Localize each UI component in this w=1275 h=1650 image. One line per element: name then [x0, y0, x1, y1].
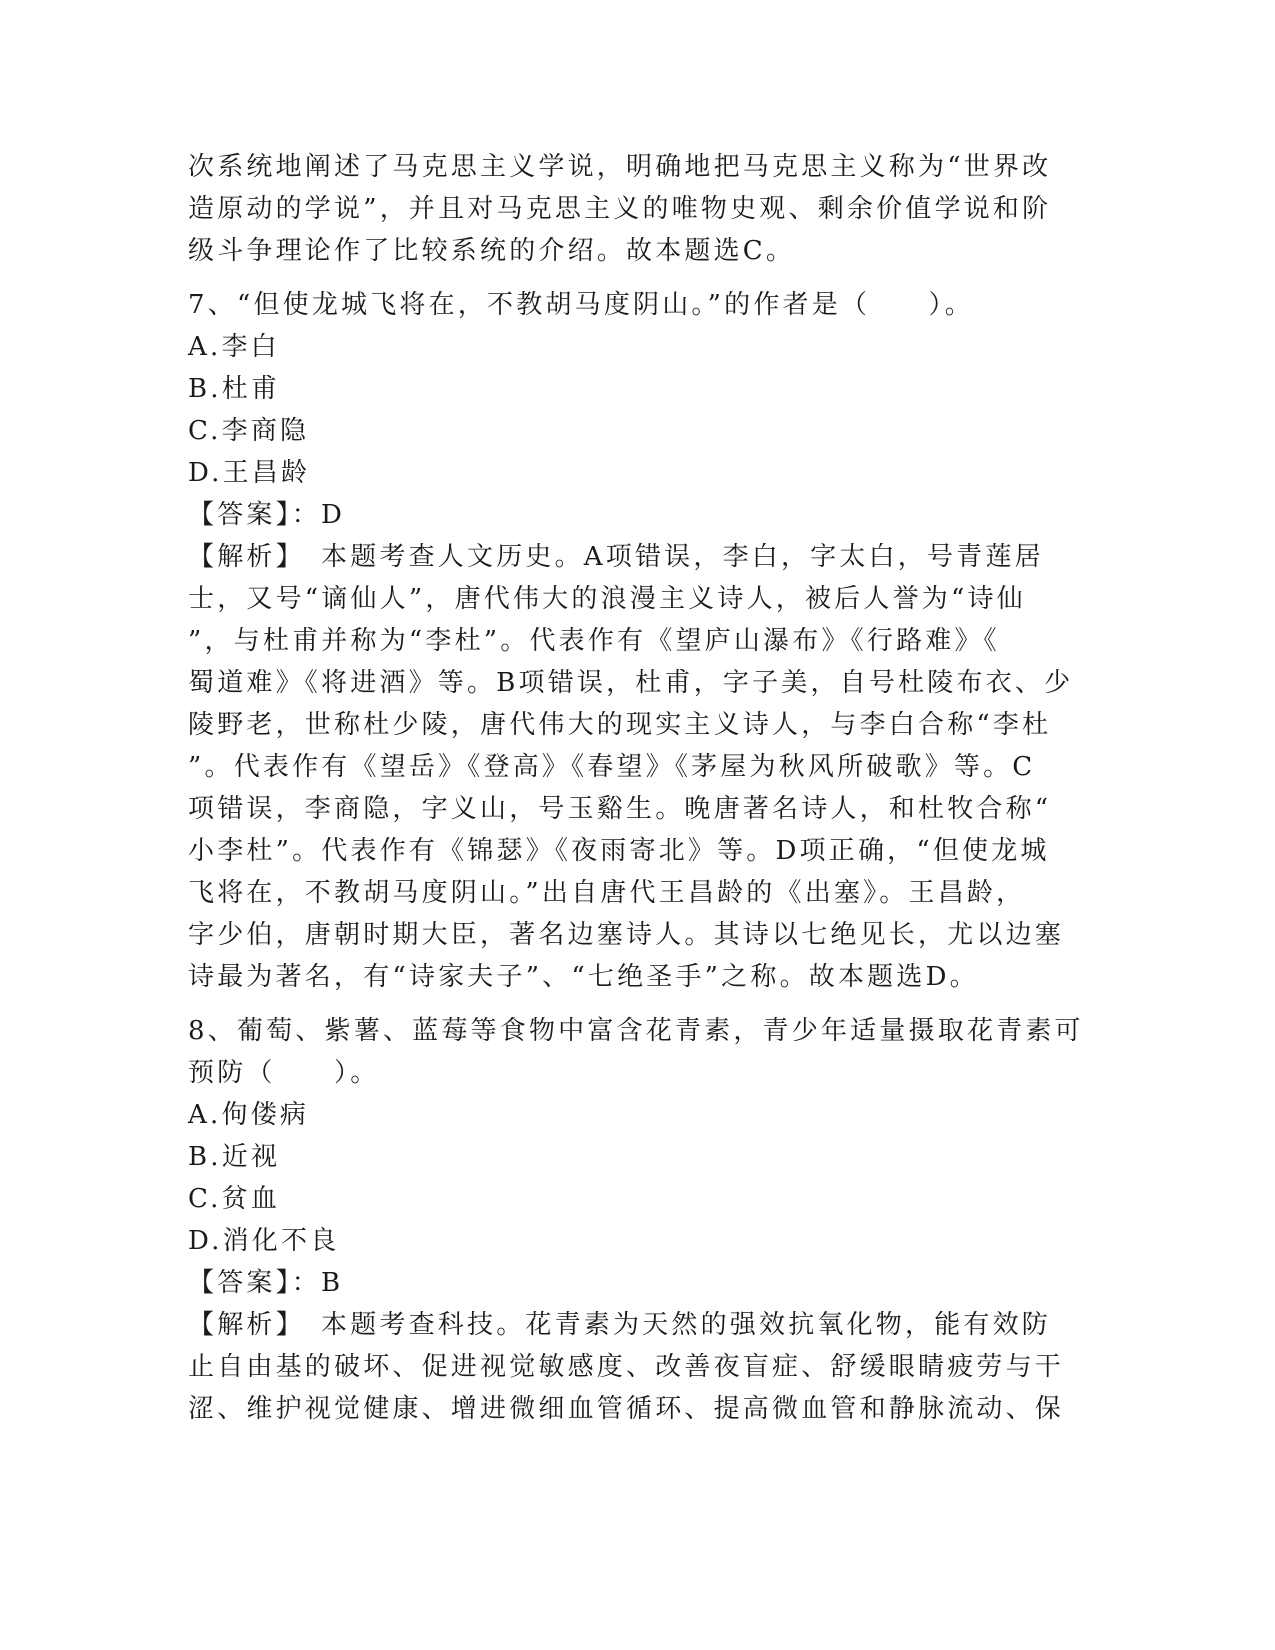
- text-line: 次系统地阐述了马克思主义学说，明确地把马克思主义称为“世界改: [188, 152, 1052, 182]
- question-stem: 8、葡萄、紫薯、蓝莓等食物中富含花青素，青少年适量摄取花青素可: [188, 1016, 1084, 1046]
- option-a: A.李白: [188, 332, 280, 362]
- text-line: 级斗争理论作了比较系统的介绍。故本题选C。: [188, 236, 796, 266]
- intro-paragraph: [188, 146, 1078, 272]
- analysis-paragraph: [188, 536, 1078, 998]
- option-d: D.消化不良: [188, 1226, 340, 1256]
- answer-line: 【答案】：D: [188, 500, 346, 530]
- question-stem: 预防（ ）。: [188, 1058, 380, 1088]
- option-d: D.王昌龄: [188, 458, 311, 488]
- option-c: C.贫血: [188, 1184, 281, 1214]
- analysis-line: 飞将在，不教胡马度阴山。”出自唐代王昌龄的《出塞》。王昌龄，: [188, 878, 1026, 908]
- analysis-line: 止自由基的破坏、促进视觉敏感度、改善夜盲症、舒缓眼睛疲劳与干: [188, 1352, 1065, 1382]
- option-b: B.杜甫: [188, 374, 281, 404]
- analysis-line: 涩、维护视觉健康、增进微细血管循环、提高微血管和静脉流动、保: [188, 1394, 1065, 1424]
- analysis-line: ”，与杜甫并称为“李杜”。代表作有《望庐山瀑布》《行路难》《: [188, 626, 1000, 656]
- analysis-line: 项错误，李商隐，字义山，号玉谿生。晚唐著名诗人，和杜牧合称“: [188, 794, 1052, 824]
- analysis-line: 蜀道难》《将进酒》等。B项错误，杜甫，字子美，自号杜陵布衣、少: [188, 668, 1074, 698]
- question-7: [188, 284, 1078, 998]
- analysis-line: 士，又号“谪仙人”，唐代伟大的浪漫主义诗人，被后人誉为“诗仙: [188, 584, 1026, 614]
- question-stem: 7、“但使龙城飞将在，不教胡马度阴山。”的作者是（ ）。: [188, 290, 974, 320]
- question-8: [188, 1010, 1084, 1430]
- option-b: B.近视: [188, 1142, 281, 1172]
- analysis-line: 【解析】 本题考查科技。花青素为天然的强效抗氧化物，能有效防: [188, 1310, 1052, 1340]
- analysis-line: 诗最为著名，有“诗家夫子”、“七绝圣手”之称。故本题选D。: [188, 962, 979, 992]
- option-a: A.佝偻病: [188, 1100, 310, 1130]
- analysis-line: 【解析】 本题考查人文历史。A项错误，李白，字太白，号青莲居: [188, 542, 1044, 572]
- option-c: C.李商隐: [188, 416, 310, 446]
- text-line: 造原动的学说”，并且对马克思主义的唯物史观、剩余价值学说和阶: [188, 194, 1052, 224]
- answer-line: 【答案】：B: [188, 1268, 344, 1298]
- analysis-paragraph: [188, 1304, 1078, 1430]
- page-content: [188, 146, 1084, 1430]
- analysis-line: 陵野老，世称杜少陵，唐代伟大的现实主义诗人，与李白合称“李杜: [188, 710, 1052, 740]
- analysis-line: ”。代表作有《望岳》《登高》《春望》《茅屋为秋风所破歌》等。C: [188, 752, 1036, 782]
- analysis-line: 字少伯，唐朝时期大臣，著名边塞诗人。其诗以七绝见长，尤以边塞: [188, 920, 1065, 950]
- analysis-line: 小李杜”。代表作有《锦瑟》《夜雨寄北》等。D项正确，“但使龙城: [188, 836, 1050, 866]
